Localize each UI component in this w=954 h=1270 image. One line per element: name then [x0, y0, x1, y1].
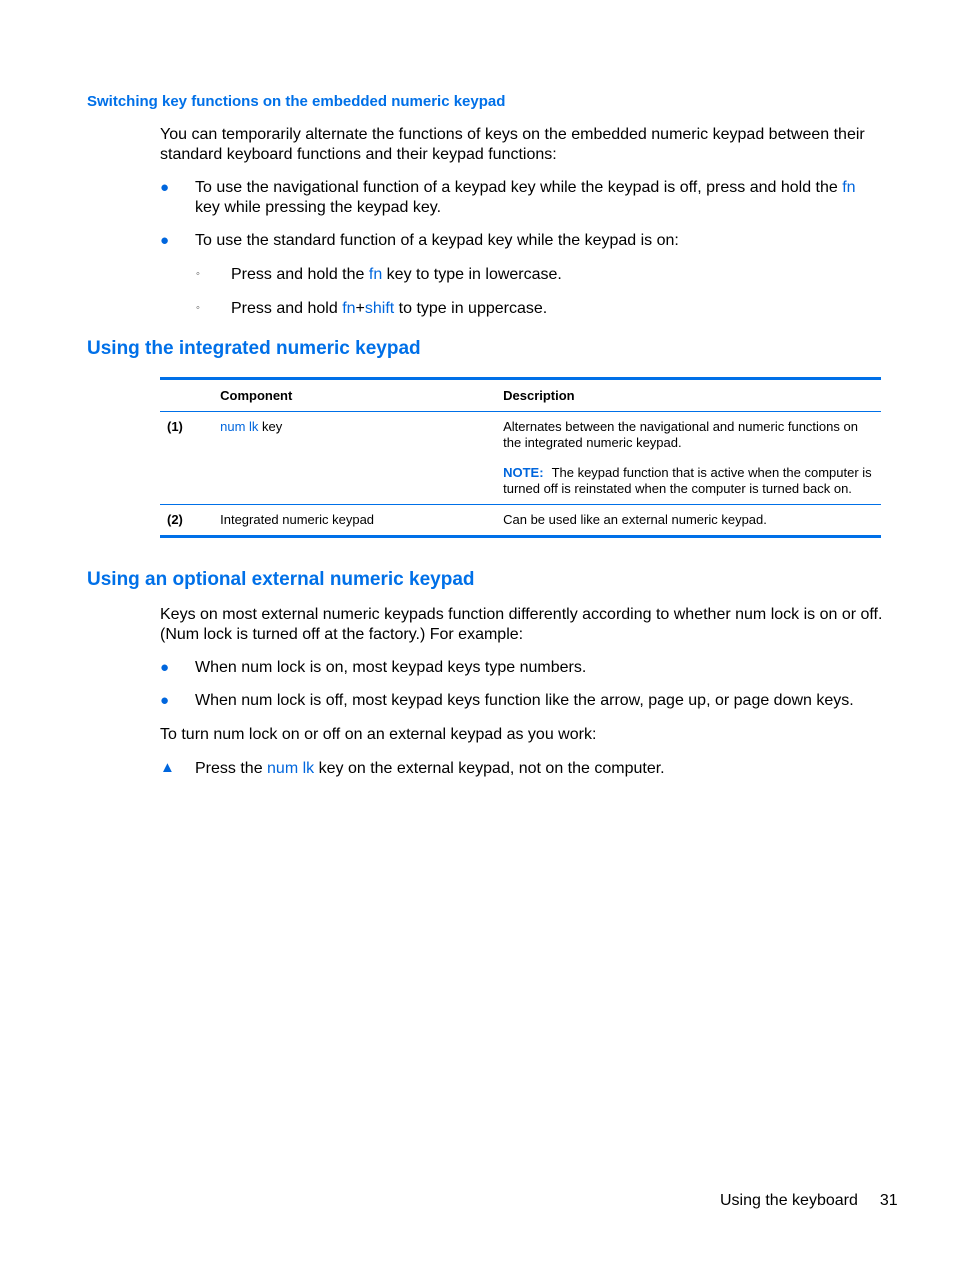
- row-description: Can be used like an external numeric keypad.: [503, 512, 767, 527]
- bullet-icon: ●: [160, 659, 170, 676]
- key-shift: shift: [364, 300, 395, 317]
- table-header-row: [160, 379, 881, 412]
- row-component: [220, 412, 503, 505]
- intro-paragraph-external: Keys on most external numeric keypads function differently according to whether num lock is on or off. (Num lock is turned off at the factory.) For example:: [160, 606, 883, 643]
- row-number: (2): [167, 512, 183, 527]
- bullet-icon: ●: [160, 179, 170, 196]
- table-header-number: [160, 379, 220, 412]
- sub-bullet-icon: ◦: [196, 268, 200, 280]
- step-item: [195, 759, 875, 779]
- section-heading-external: Using an optional external numeric keypad: [87, 569, 475, 590]
- description-text: Alternates between the navigational and numeric functions on the integrated numeric keypad.: [503, 419, 858, 450]
- key-fn: fn: [368, 266, 383, 283]
- note-label: NOTE:: [503, 465, 544, 480]
- key-num-lk: num lk: [220, 419, 259, 434]
- bullet-icon: ●: [160, 692, 170, 709]
- intro-paragraph-switching: You can temporarily alternate the functions of keys on the embedded numeric keypad between their standard keyboard functions and their keypad functions:: [160, 126, 865, 163]
- footer-chapter: Using the keyboard: [720, 1192, 858, 1209]
- component-text: key: [258, 419, 283, 434]
- page-number: 31: [879, 1192, 898, 1209]
- sub-bullet-text: to type in uppercase.: [394, 300, 548, 317]
- table-header-component: Component: [220, 388, 293, 403]
- key-fn: fn: [342, 300, 356, 317]
- sub-bullet-text: key to type in lowercase.: [382, 266, 562, 283]
- row-number: (1): [167, 419, 183, 434]
- key-fn: fn: [842, 179, 856, 196]
- bullet-item: When num lock is off, most keypad keys function like the arrow, page up, or page down keys.: [195, 692, 854, 709]
- bullet-text: To use the navigational function of a keypad key while the keypad is off, press and hold the: [195, 179, 843, 196]
- bullet-item: When num lock is on, most keypad keys type numbers.: [195, 659, 587, 676]
- bullet-item: [195, 178, 875, 218]
- bullet-icon: ●: [160, 232, 170, 249]
- bullet-text: key while pressing the keypad key.: [195, 199, 442, 216]
- plus-sign: +: [355, 300, 365, 317]
- note-text: The keypad function that is active when the computer is turned off is reinstated when the computer is turned back on.: [503, 465, 872, 496]
- step-text: Press the: [195, 760, 268, 777]
- sub-bullet-text: Press and hold: [231, 300, 343, 317]
- row-description: [503, 412, 881, 505]
- table-row: [160, 505, 881, 537]
- sub-bullet-item: [231, 265, 871, 285]
- table-header-description: Description: [503, 388, 575, 403]
- sub-bullet-icon: ◦: [196, 302, 200, 314]
- sub-bullet-text: Press and hold the: [231, 266, 369, 283]
- component-table: [160, 377, 881, 538]
- step-text: key on the external keypad, not on the computer.: [314, 760, 665, 777]
- page-footer: [720, 1192, 898, 1210]
- sub-bullet-item: [231, 299, 871, 319]
- key-num-lk: num lk: [267, 760, 315, 777]
- row-component: Integrated numeric keypad: [220, 512, 375, 527]
- note: [503, 465, 875, 497]
- instruction-paragraph: To turn num lock on or off on an external keypad as you work:: [160, 726, 597, 743]
- bullet-item: To use the standard function of a keypad key while the keypad is on:: [195, 232, 679, 249]
- section-heading-switching: Switching key functions on the embedded numeric keypad: [87, 93, 506, 110]
- table-row: [160, 412, 881, 505]
- section-heading-integrated: Using the integrated numeric keypad: [87, 338, 421, 359]
- step-triangle-icon: ▲: [160, 759, 175, 776]
